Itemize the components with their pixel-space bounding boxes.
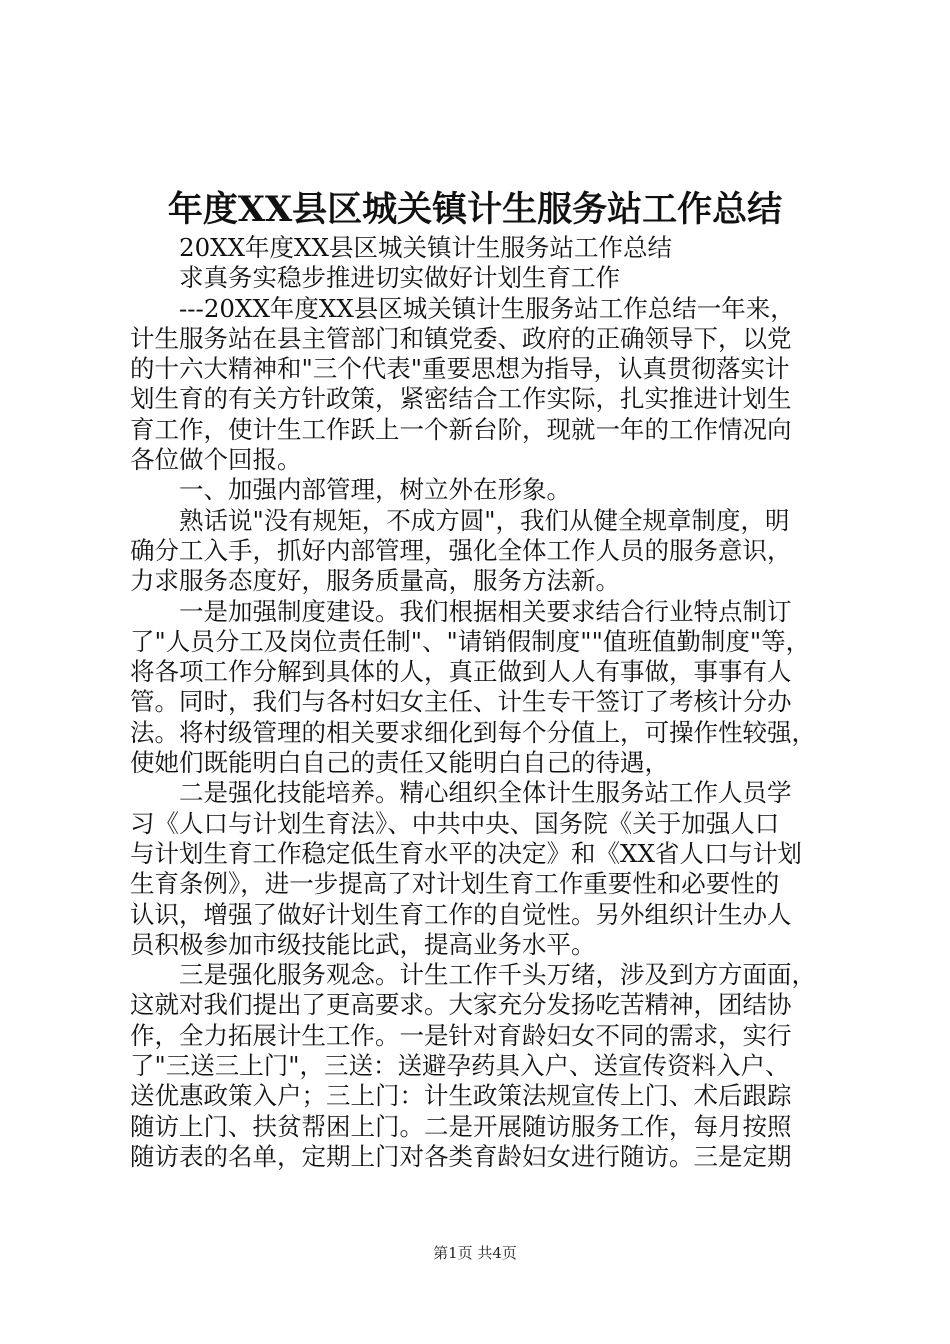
body-line: 习《人口与计划生育法》、中共中央、国务院《关于加强人口 <box>130 808 780 838</box>
body-line: 使她们既能明白自己的责任又能明白自己的待遇， <box>130 748 669 778</box>
section-heading: 一、加强内部管理，树立外在形象。 <box>179 475 571 505</box>
body-line: 员积极参加市级技能比武，提高业务水平。 <box>130 929 596 959</box>
body-line: 各位做个回报。 <box>130 445 302 475</box>
body-line: 熟话说"没有规矩，不成方圆"，我们从健全规章制度，明 <box>179 505 790 535</box>
body-line: 二是强化技能培养。精心组织全体计生服务站工作人员学 <box>179 778 792 808</box>
body-line: 将各项工作分解到具体的人，真正做到人人有事做，事事有人 <box>130 657 792 687</box>
document-title: 年度XX县区城关镇计生服务站工作总结 <box>167 189 783 230</box>
body-line: 划生育的有关方针政策，紧密结合工作实际，扎实推进计划生 <box>130 384 792 414</box>
document-body <box>130 233 830 1172</box>
body-line: 随访上门、扶贫帮困上门。二是开展随访服务工作，每月按照 <box>130 1111 792 1141</box>
body-line: 法。将村级管理的相关要求细化到每个分值上，可操作性较强， <box>130 717 816 747</box>
body-line: ---20XX年度XX县区城关镇计生服务站工作总结一年来， <box>179 293 795 323</box>
body-line: 了"人员分工及岗位责任制"、"请销假制度""值班值勤制度"等， <box>130 626 811 656</box>
body-line: 的十六大精神和"三个代表"重要思想为指导，认真贯彻落实计 <box>130 354 790 384</box>
body-line: 认识，增强了做好计划生育工作的自觉性。另外组织计生办人 <box>130 899 792 929</box>
body-line: 确分工入手，抓好内部管理，强化全体工作人员的服务意识， <box>130 535 792 565</box>
page-number-footer: 第1页 共4页 <box>433 1244 517 1262</box>
body-line: 送优惠政策入户；三上门：计生政策法规宣传上门、术后跟踪 <box>130 1081 792 1111</box>
body-line: 20XX年度XX县区城关镇计生服务站工作总结 <box>179 233 672 262</box>
body-line: 生育条例》，进一步提高了对计划生育工作重要性和必要性的 <box>130 869 780 899</box>
body-line: 一是加强制度建设。我们根据相关要求结合行业特点制订 <box>179 596 792 626</box>
body-line: 育工作，使计生工作跃上一个新台阶，现就一年的工作情况向 <box>130 414 792 444</box>
body-line: 力求服务态度好，服务质量高，服务方法新。 <box>130 566 620 596</box>
body-line: 管。同时，我们与各村妇女主任、计生专干签订了考核计分办 <box>130 687 792 717</box>
body-line: 三是强化服务观念。计生工作千头万绪，涉及到方方面面， <box>179 960 816 990</box>
body-line: 求真务实稳步推进切实做好计划生育工作 <box>179 263 620 293</box>
body-line: 随访表的名单，定期上门对各类育龄妇女进行随访。三是定期 <box>130 1141 792 1171</box>
body-line: 了"三送三上门"，三送：送避孕药具入户、送宣传资料入户、 <box>130 1051 790 1081</box>
body-line: 作，全力拓展计生工作。一是针对育龄妇女不同的需求，实行 <box>130 1020 792 1050</box>
body-line: 计生服务站在县主管部门和镇党委、政府的正确领导下，以党 <box>130 323 792 353</box>
body-line: 与计划生育工作稳定低生育水平的决定》和《XX省人口与计划 <box>130 838 802 868</box>
body-line: 这就对我们提出了更高要求。大家充分发扬吃苦精神，团结协 <box>130 990 792 1020</box>
